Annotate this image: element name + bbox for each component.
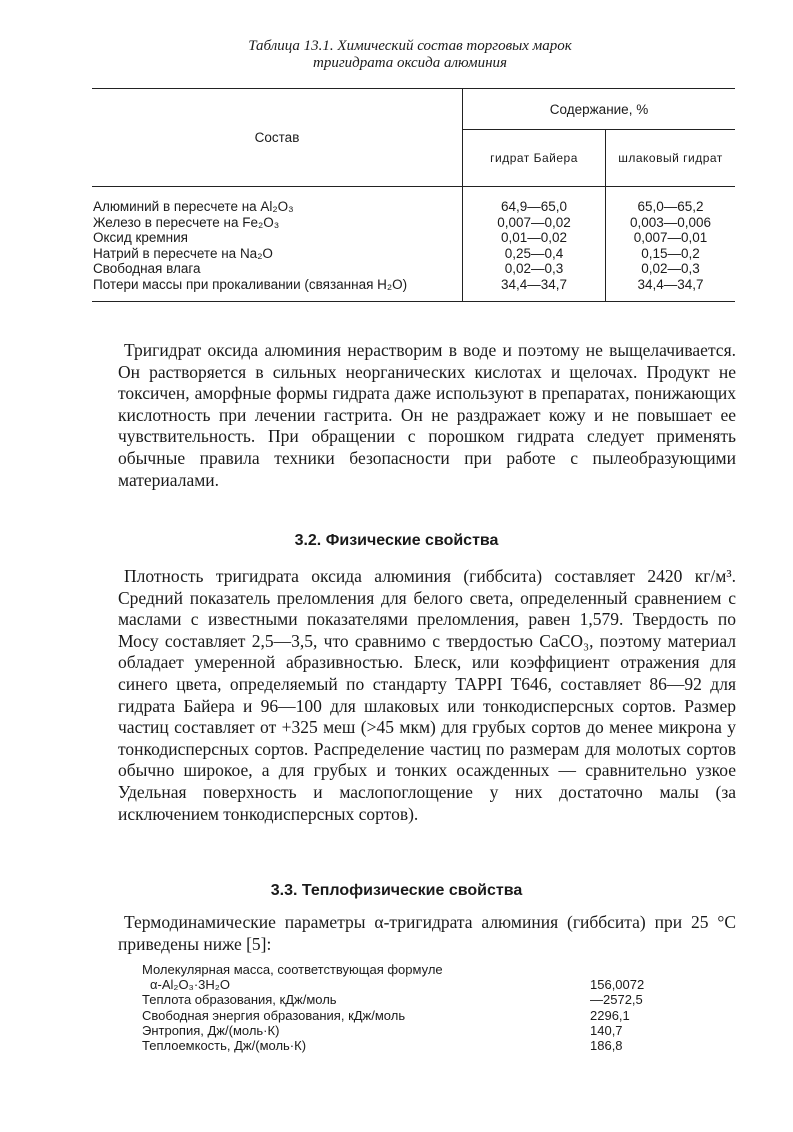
thermo-value: 186,8 [590, 1038, 623, 1054]
table-cell-bayer: 0,01—0,02 [500, 230, 568, 246]
header-slag: шлаковый гидрат [606, 130, 736, 187]
table-caption-line1: Таблица 13.1. Химический состав торговых марок [248, 38, 572, 54]
paragraph-3: Термодинамические параметры α-тригидрата алюминия (гиббсита) при 25 °C приведены ниже [5]: [118, 912, 736, 954]
section-heading-3-3: 3.3. Теплофизические свойства [270, 882, 523, 899]
table-row-label: Натрий в пересчете на Na₂O [93, 245, 273, 261]
list-item [142, 1038, 702, 1053]
table-cell-bayer: 34,4—34,7 [500, 276, 568, 292]
section-heading-3-2: 3.2. Физические свойства [294, 532, 499, 549]
thermo-label: Молекулярная масса, соответствующая формуле [142, 962, 443, 977]
composition-table [92, 88, 735, 302]
table-cell-bayer: 0,25—0,4 [504, 245, 564, 261]
header-composition: Состав [92, 89, 463, 187]
table-row-label: Железо в пересчете на Fe₂O₃ [93, 214, 280, 230]
table-row-label: Свободная влага [93, 261, 201, 277]
table-cell-slag: 0,003—0,006 [629, 214, 712, 230]
table-row-label: Алюминий в пересчете на Al₂O₃ [93, 199, 294, 214]
list-item [142, 977, 702, 992]
list-item [142, 992, 702, 1007]
list-item [142, 962, 702, 977]
table-row-label: Оксид кремния [93, 230, 188, 246]
thermo-label: Энтропия, Дж/(моль·К) [142, 1022, 280, 1038]
table-cell-slag: 0,007—0,01 [633, 230, 708, 246]
thermo-value: —2572,5 [590, 992, 643, 1008]
thermo-value: 156,0072 [590, 977, 645, 993]
table-caption-line2: тригидрата оксида алюминия [312, 55, 507, 71]
table-cell-slag: 0,15—0,2 [641, 245, 700, 261]
thermo-parameters-list [142, 962, 702, 1053]
table-cell-slag: 65,0—65,2 [637, 199, 704, 214]
paragraph-1: Тригидрат оксида алюминия нерастворим в воде и поэтому не выщелачивается. Он растворяется в сильных неорганических кислотах и щелочах. Продукт не токсичен, аморфные формы гидрата даже используют в препаратах, понижающих кислотность при лечении гастрита. Он не раздражает кожу и не повышает ее чувствительность. При обращении с порошком гидрата следует применять обычные правила техники безопасности при работе с пылеобразующими материалами. [118, 340, 736, 490]
list-item [142, 1008, 702, 1023]
thermo-value: 2296,1 [590, 1007, 630, 1023]
bayer-column [463, 187, 606, 302]
thermo-label-formula: α-Al₂O₃·3H₂O [150, 977, 230, 993]
thermo-label: Теплота образования, кДж/моль [142, 992, 337, 1008]
table-cell-bayer: 0,02—0,3 [504, 261, 564, 277]
table-cell-slag: 34,4—34,7 [637, 276, 704, 292]
header-content: Содержание, % [463, 89, 736, 130]
paragraph-2: Плотность тригидрата оксида алюминия (гиббсита) составляет 2420 кг/м³. Средний показатель преломления для белого света, определенный сравнением с маслами с известными показателями преломления, равен 1,579. Твердость по Мосу составляет 2,5—3,5, что сравнимо с твердостью CaCO₃, поэтому материал обладает умеренной абразивностью. Блеск, или коэффициент отражения для синего цвета, определяемый по стандарту TAPPI T646, составляет 86—92 для гидрата Байера и 96—100 для шлаковых или тонкодисперсных сортов. Размер частиц составляет от +325 меш (>45 мкм) для грубых сортов до менее микрона у тонкодисперсных сортов. Распределение частиц по размерам для молотых сортов обычно широкое, а для грубых и тонких осажденных — сравнительно узкое Удельная поверхность и маслопоглощение у них достаточно малы (за исключением тонкодисперсных сортов). [118, 566, 736, 824]
table-caption [150, 38, 670, 72]
header-bayer: гидрат Байера [463, 130, 606, 187]
table-cell-bayer: 64,9—65,0 [500, 199, 568, 214]
slag-column [606, 187, 736, 302]
composition-column [92, 187, 463, 302]
thermo-label: Теплоемкость, Дж/(моль·К) [142, 1038, 307, 1054]
table-cell-bayer: 0,007—0,02 [497, 214, 571, 230]
table-cell-slag: 0,02—0,3 [641, 261, 700, 277]
thermo-label: Свободная энергия образования, кДж/моль [142, 1007, 406, 1023]
thermo-value: 140,7 [590, 1022, 623, 1038]
list-item [142, 1023, 702, 1038]
table-row-label: Потери массы при прокаливании (связанная H₂O) [93, 276, 408, 292]
